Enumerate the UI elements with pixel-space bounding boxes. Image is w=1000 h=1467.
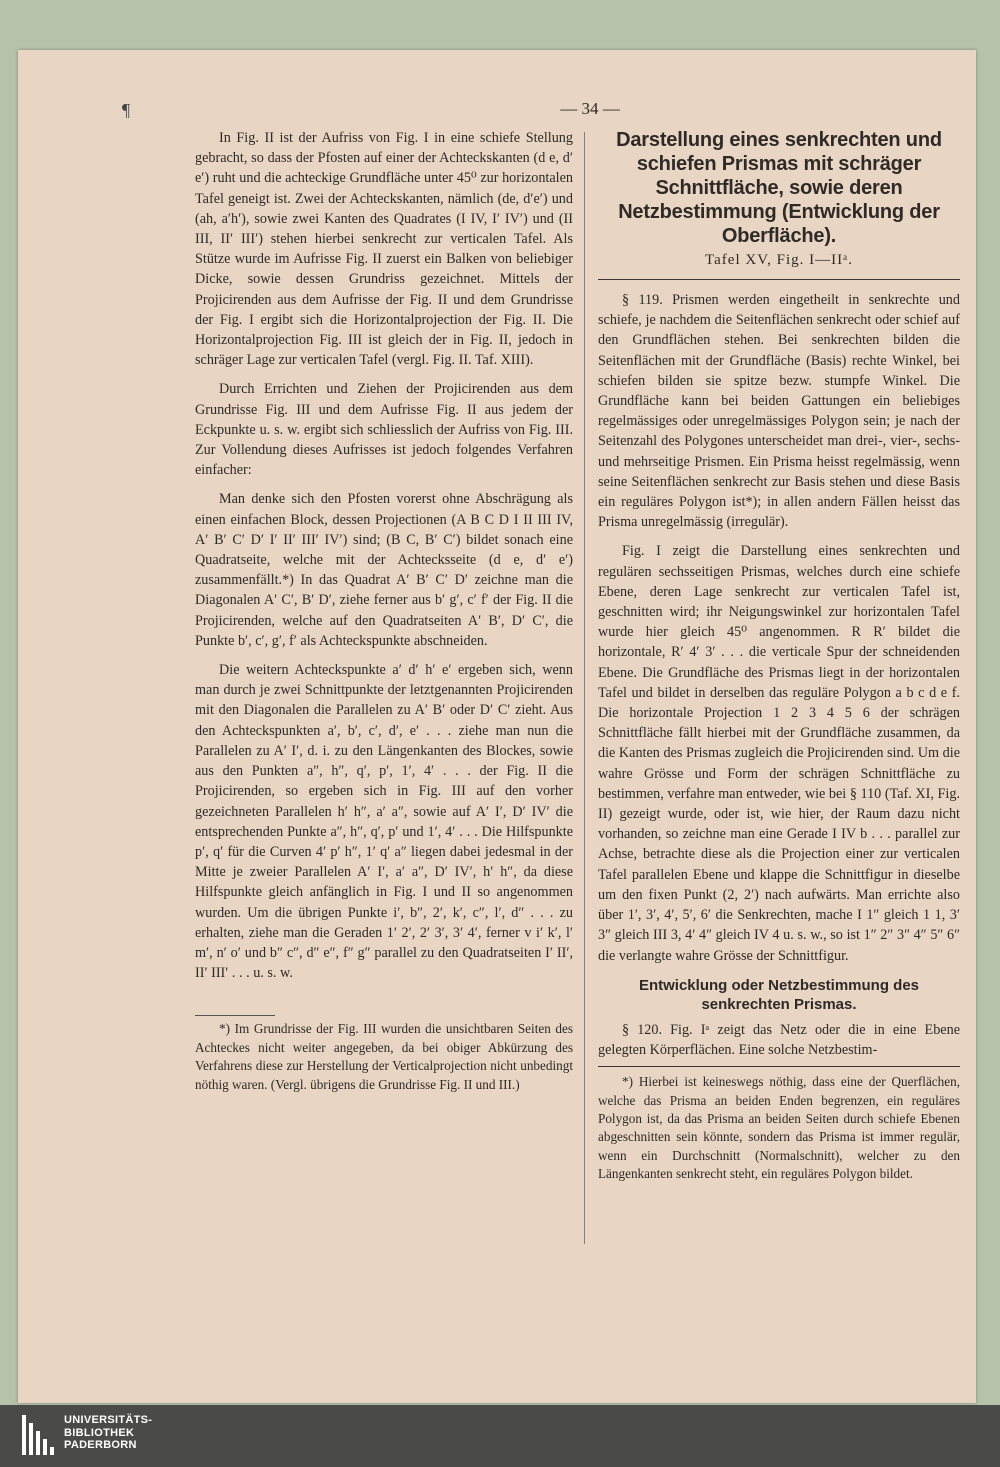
right-paragraph-3: § 120. Fig. Iᵃ zeigt das Netz oder die in eine Ebene gelegten Körperflächen. Eine solche Netzbestim- bbox=[598, 1021, 960, 1058]
left-paragraph-1: In Fig. II ist der Aufriss von Fig. I in eine schiefe Stellung gebracht, so dass der Pfosten auf einer der Achteckskanten (d e, d′ e′) ruht und die achteckige Grundfläche unter 45⁰ zur horizontalen Tafel geneigt ist. Zwei der Achteckskanten, nämlich (de, d′e′) und (ah, a′h′), sowie zwei Kanten des Quadrates (I IV, I′ IV′) und (II III, II′ III′) stehen hierbei senkrecht zur verticalen Tafel. Als Stütze wurde im Aufrisse Fig. II zuerst ein Balken von beliebiger Dicke, sowie dessen Grundriss gezeichnet. Mittels der Projicirenden aus dem Aufrisse der Fig. II und dem Grundrisse der Fig. I ergibt sich die Horizontalprojection der Fig. II. Die Horizontalprojection Fig. III ist gleich der in Fig. II, jedoch in schräger Lage zur verticalen Tafel (vergl. Fig. II. Taf. XIII). bbox=[195, 130, 573, 369]
column-divider bbox=[584, 132, 585, 1244]
right-paragraph-2: Fig. I zeigt die Darstellung eines senkrechten und regulären sechsseitigen Prismas, welches durch eine schiefe Ebene, deren Lage senkrecht zur verticalen Tafel ist, geschnitten wird; ihr Neigungswinkel zur horizontalen Tafel wurde hier gleich 45⁰ angenommen. R R′ bildet die horizontale, R′ 4′ 3′ . . . die verticale Spur der schneidenden Ebene. Die Grundfläche des Prismas liegt in der horizontalen Tafel und bildet in derselben das reguläre Polygon a b c d e f. Die horizontale Projection 1 2 3 4 5 6 der schrägen Schnittfläche fällt hierbei mit der Grundfläche zusammen, da die Kanten des Prismas zugleich die Projicirenden sind. Um die wahre Grösse und Form der schrägen Schnittfläche zu bestimmen, verfahre man entweder, wie bei § 110 (Taf. XI, Fig. II) gezeigt wurde, oder ist, wie hier, der Raum dazu nicht vorhanden, so zeichne man eine Gerade I IV b . . . parallel zur Achse, betrachte diese als die Projection einer zur verticalen Tafel parallelen Ebene und klappe die Schnittfigur in dieselbe um den fixen Punkt (2, 2′) nach aufwärts. Man errichte also über 1′, 3′, 4′, 5′, 6′ die Senkrechten, mache I 1″ gleich 1 1, 3′ 3″ gleich III 3, 4′ 4″ gleich IV 4 u. s. w., so ist 1″ 2″ 3″ 4″ 5″ 6″ die verlangte wahre Grösse der Schnittfigur. bbox=[598, 543, 960, 964]
plate-reference: Tafel XV, Fig. I—IIᵃ. bbox=[705, 252, 853, 268]
left-column bbox=[195, 128, 573, 1094]
footnote-rule-right bbox=[598, 1066, 960, 1067]
logo-line-1: UNIVERSITÄTS- bbox=[64, 1414, 153, 1426]
right-paragraph-1: § 119. Prismen werden eingetheilt in senkrechte und schiefe, je nachdem die Seitenflächen senkrecht oder schief auf den Grundflächen stehen. Bei senkrechten bilden die Seitenflächen mit der Grundfläche (Basis) rechte Winkel, bei schiefen bilden sie spitze bezw. stumpfe Winkel. Die Grundfläche kann bei beiden Gattungen ein beliebiges regelmässiges oder unregelmässiges Polygon sein; je nach der Seitenzahl des Polygones unterscheidet man drei-, vier-, sechs- und mehrseitige Prismen. Ein Prisma heisst regelmässig, wenn seine Seitenflächen senkrecht zur Basis stehen und diese Basis ein reguläres Polygon ist*); in allen andern Fällen heisst das Prisma unregelmässig (irregulär). bbox=[598, 292, 960, 531]
subsection-heading: Entwicklung oder Netzbestimmung des senkrechten Prismas. bbox=[638, 976, 920, 1013]
library-logo-text bbox=[64, 1414, 152, 1452]
margin-mark: ¶ bbox=[122, 100, 131, 120]
footnote-rule bbox=[195, 1015, 275, 1016]
left-paragraph-3: Man denke sich den Pfosten vorerst ohne Abschrägung als einen einfachen Block, dessen Projectionen (A B C D I II III IV, A′ B′ C′ D′ I′ II′ III′ IV′) sind; (B C, B′ C′) bildet sonach eine Quadratseite, welche mit der Achtecksseite (d e, d′ e′) zusammenfällt.*) In das Quadrat A′ B′ C′ D′ zeichne man die Diagonalen A′ C′, B′ D′, ziehe ferner aus b′ g′, c′ f′ der Fig. II die Projicirenden, welche auf den Quadratseiten A′ B′, D′ C′, die Punkte b′, c′, g′, f′ als Achteckspunkte abschneiden. bbox=[195, 491, 573, 649]
logo-line-2: BIBLIOTHEK bbox=[64, 1426, 135, 1439]
left-paragraph-4: Die weitern Achteckspunkte a′ d′ h′ e′ ergeben sich, wenn man durch je zwei Schnittpunkte der letztgenannten Projicirenden mit den Diagonalen die Parallelen zu A′ B′ oder D′ C′ zieht. Aus den Achteckspunkten a′, b′, c′, d′, e′ . . . ziehe man nun die Parallelen zu A′ I′, d. i. zu den Längenkanten des Blockes, sowie aus den Punkten a″, h″, q′, p′, 1′, 4′ . . . der Fig. II die Projicirenden, so ergeben sich in Fig. III auf den vorher gezeichneten Parallelen h′ h″, a′ a″, sowie auf A′ I′, D′ IV′ die entsprechenden Punkte a″, h″, q′, p′ und 1′, 4′ . . . Die Hilfspunkte p′, q′ für die Curven 4′ p′ h″, 1′ q′ a″ liegen dabei jedesmal in der Mitte je zweier Parallelen A′ I′, a′ a″, D′ IV′, h′ h″, da diese Hilfspunkte gleich anfänglich in Fig. I und II so angenommen wurden. Um die übrigen Punkte i′, b″, 2′, k′, c″, l′, d″ . . . zu erhalten, ziehe man die Geraden 1′ 2′, 2′ 3′, 3′ 4′, ferner v i′ k′, l′ m′, n′ o′ und b″ c″, d″ e″, f″ g″ parallel zu den Quadratseiten I′ II′, II′ III′ . . . u. s. w. bbox=[195, 662, 573, 982]
right-footnote: *) Hierbei ist keineswegs nöthig, dass eine der Querflächen, welche das Prisma an beiden Enden begrenzen, ein reguläres Polygon ist, da das Prisma an beiden Seiten durch schiefe Ebenen abgeschnitten sein könnte, sondern das Prisma ist immer regulär, wenn ein Durchschnitt (Normalschnitt), welcher zu den Längenkanten senkrecht steht, ein reguläres Polygon bildet. bbox=[598, 1074, 960, 1182]
section-heading: Darstellung eines senkrechten und schiefen Prismas mit schräger Schnittfläche, sowie deren Netzbestimmung (Entwicklung der Oberfläche). bbox=[616, 129, 942, 247]
page-number: — 34 — bbox=[560, 99, 620, 118]
left-footnote: *) Im Grundrisse der Fig. III wurden die unsichtbaren Seiten des Achteckes nicht weiter angegeben, da bei obiger Abkürzung des Verfahrens diese zur Herstellung der Verticalprojection nicht unbedingt nöthig waren. (Vergl. übrigens die Grundrisse Fig. II und III.) bbox=[195, 1021, 573, 1092]
logo-line-3: PADERBORN bbox=[64, 1439, 137, 1451]
right-column bbox=[598, 128, 960, 1184]
library-logo-icon bbox=[22, 1415, 56, 1455]
heading-rule bbox=[598, 279, 960, 280]
left-paragraph-2: Durch Errichten und Ziehen der Projicirenden aus dem Grundrisse Fig. III und dem Aufrisse Fig. II aus jedem der Eckpunkte u. s. w. ergibt sich schliesslich der Aufriss von Fig. III. Zur Vollendung dieses Aufrisses ist jedoch folgendes Verfahren einfacher: bbox=[195, 381, 573, 479]
